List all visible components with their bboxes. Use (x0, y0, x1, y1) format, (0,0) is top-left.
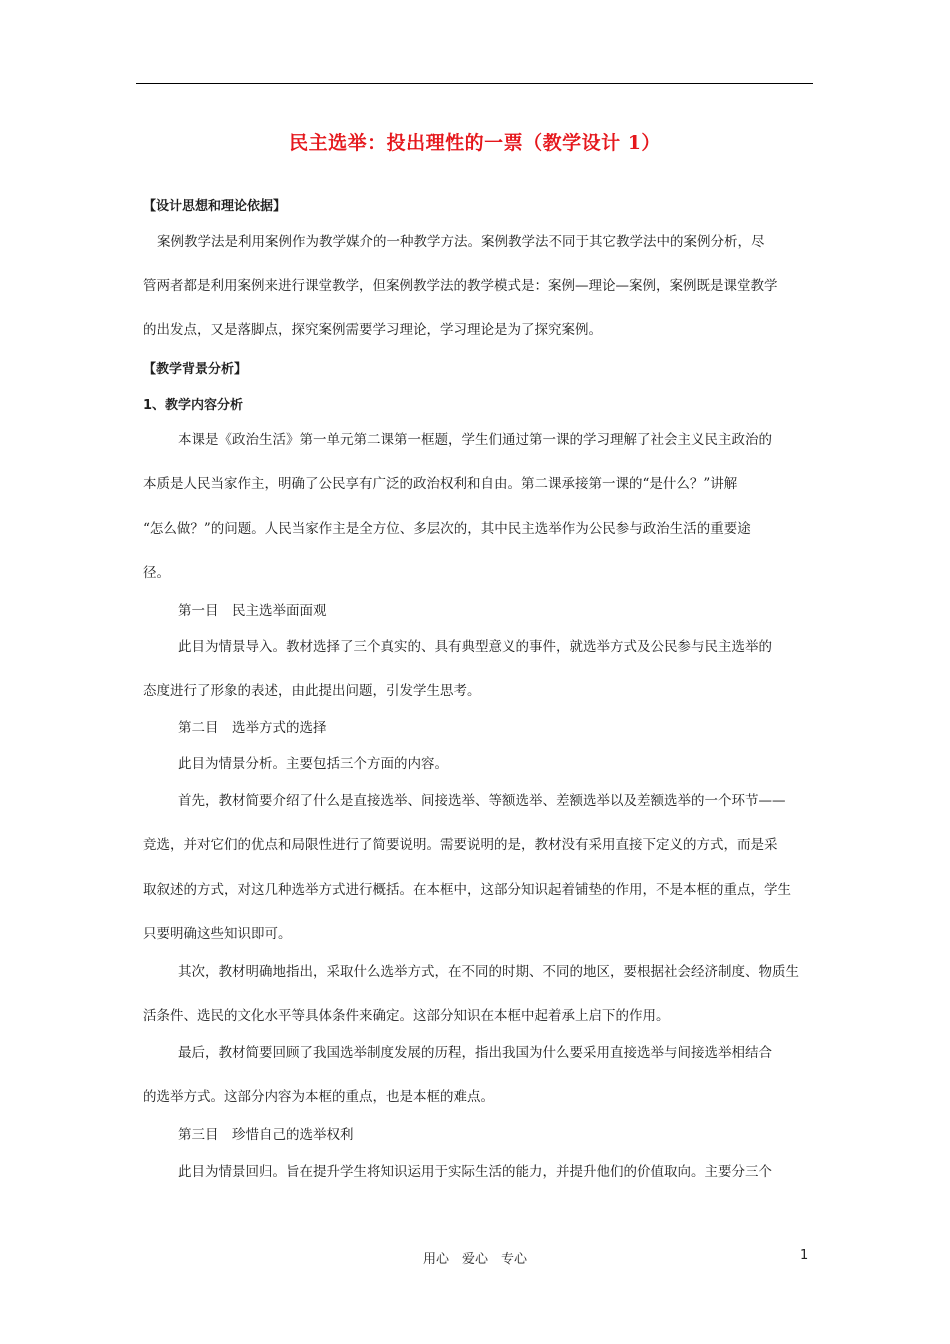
section-heading-design: 【设计思想和理论依据】 (143, 199, 287, 214)
paragraph-line: 管两者都是利用案例来进行课堂教学，但案例教学法的教学模式是：案例—理论—案例，案例既是课堂教学 (143, 278, 778, 294)
paragraph-line: 只要明确这些知识即可。 (143, 926, 292, 942)
section-heading-background: 【教学背景分析】 (143, 362, 248, 377)
item-title-1: 第一目 民主选举面面观 (178, 603, 327, 619)
paragraph-line: 态度进行了形象的表述，由此提出问题，引发学生思考。 (143, 683, 481, 699)
paragraph-line: 首先，教材简要介绍了什么是直接选举、间接选举、等额选举、差额选举以及差额选举的一个环节—— (178, 793, 786, 809)
paragraph-line: 的选举方式。这部分内容为本框的重点，也是本框的难点。 (143, 1089, 494, 1105)
paragraph-line: 此目为情景导入。教材选择了三个真实的、具有典型意义的事件，就选举方式及公民参与民主选举的 (178, 639, 772, 655)
item-title-3: 第三目 珍惜自己的选举权利 (178, 1127, 354, 1143)
paragraph-line: 其次，教材明确地指出，采取什么选举方式，在不同的时期、不同的地区，要根据社会经济制度、物质生 (178, 964, 799, 980)
paragraph-line: 径。 (143, 565, 170, 581)
paragraph-line: 此目为情景分析。主要包括三个方面的内容。 (178, 756, 448, 772)
page-footer: 用心 爱心 专心 (422, 1252, 527, 1267)
paragraph-line: 取叙述的方式，对这几种选举方式进行概括。在本框中，这部分知识起着铺垫的作用，不是本框的重点，学生 (143, 882, 791, 898)
subheading-content-analysis: 1、教学内容分析 (143, 398, 244, 413)
document-title: 民主选举：投出理性的一票（教学设计 1） (289, 132, 661, 154)
paragraph-line: 竞选，并对它们的优点和局限性进行了简要说明。需要说明的是，教材没有采用直接下定义的方式，而是采 (143, 837, 778, 853)
paragraph-line: 此目为情景回归。旨在提升学生将知识运用于实际生活的能力，并提升他们的价值取向。主要分三个 (178, 1164, 772, 1180)
page-number: 1 (800, 1248, 809, 1263)
paragraph-line: 本质是人民当家作主，明确了公民享有广泛的政治权利和自由。第二课承接第一课的“是什么？”讲解 (143, 476, 738, 492)
paragraph-line: 本课是《政治生活》第一单元第二课第一框题，学生们通过第一课的学习理解了社会主义民主政治的 (178, 432, 772, 448)
header-rule (136, 83, 813, 84)
paragraph-line: 最后，教材简要回顾了我国选举制度发展的历程，指出我国为什么要采用直接选举与间接选举相结合 (178, 1045, 772, 1061)
paragraph-line: 的出发点，又是落脚点，探究案例需要学习理论，学习理论是为了探究案例。 (143, 322, 602, 338)
item-title-2: 第二目 选举方式的选择 (178, 720, 327, 736)
paragraph-line: “怎么做？”的问题。人民当家作主是全方位、多层次的，其中民主选举作为公民参与政治生活的重要途 (143, 521, 751, 537)
paragraph-line: 活条件、选民的文化水平等具体条件来确定。这部分知识在本框中起着承上启下的作用。 (143, 1008, 670, 1024)
paragraph-line: 案例教学法是利用案例作为教学媒介的一种教学方法。案例教学法不同于其它教学法中的案例分析，尽 (157, 234, 765, 250)
